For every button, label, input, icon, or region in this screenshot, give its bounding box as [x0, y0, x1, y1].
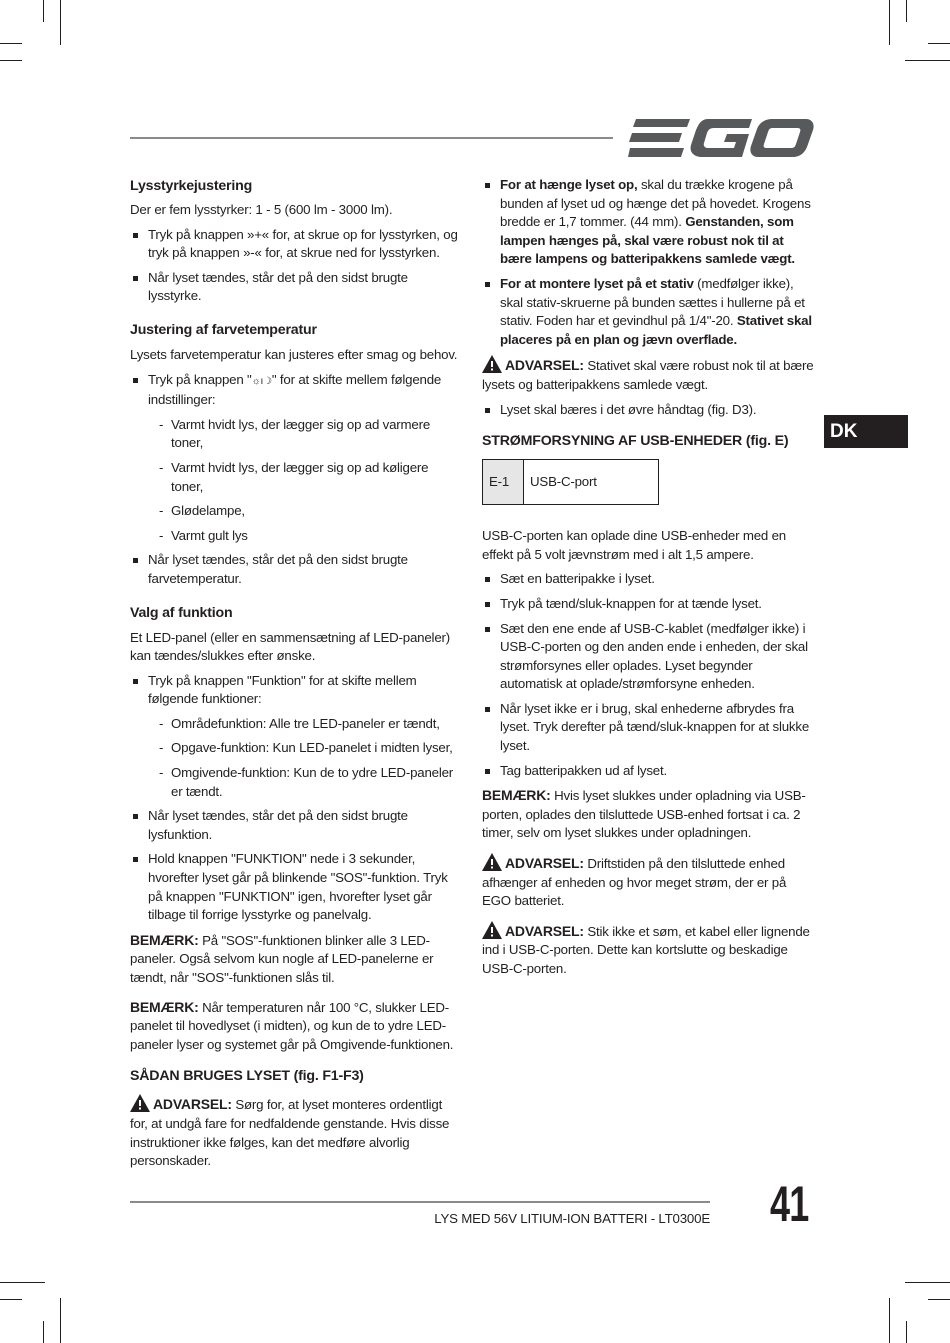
- crop-mark: [906, 1321, 907, 1343]
- dash-list: [148, 416, 460, 546]
- warning-icon: [130, 1094, 150, 1112]
- list-item: Tag batteripakken ud af lyset.: [482, 762, 816, 781]
- list-item: Tryk på tænd/sluk-knappen for at tænde lyset.: [482, 595, 816, 614]
- list-item: - Opgave-funktion: Kun LED-panelet i midten lyser,: [148, 739, 460, 758]
- paragraph: Lysets farvetemperatur kan justeres efter smag og behov.: [130, 346, 458, 362]
- dash-list: [148, 715, 460, 801]
- bold-text: Stativet skal placeres på en plan og jævn overflade.: [500, 313, 812, 347]
- language-tab: DK: [824, 415, 908, 448]
- warning-text: Sørg for, at lyset monteres ordentligt for, at undgå fare for nedfaldende genstande. Hvis disse instruktioner ikke følges, kan det medføre alvorlig personskader.: [130, 1097, 450, 1169]
- bullet-list: [130, 371, 460, 589]
- right-column: [482, 176, 816, 985]
- warning-text: Stik ikke et søm, et kabel eller lignende ind i USB-C-porten. Dette kan kortslutte og beskadige USB-C-porten.: [482, 923, 810, 976]
- bullet-list: [130, 226, 460, 306]
- text-span: " for at skifte mellem følgende indstillinger:: [148, 371, 442, 408]
- note-label: BEMÆRK:: [482, 787, 551, 804]
- list-item: [482, 176, 816, 269]
- table-cell-value: USB-C-port: [524, 460, 659, 505]
- paragraph: Der er fem lysstyrker: 1 - 5 (600 lm - 3000 lm).: [130, 202, 393, 217]
- bullet-list: [482, 176, 816, 349]
- table-row: [483, 460, 659, 505]
- warning-text: Driftstiden på den tilsluttede enhed afhænger af enheden og hvor meget strøm, der er på EGO batteriet.: [482, 856, 787, 909]
- list-item: Tryk på knappen »+« for, at skrue op for lysstyrken, og tryk på knappen »-« for, at skrue ned for lysstyrken.: [130, 226, 460, 263]
- list-item: Når lyset tændes, står det på den sidst brugte farvetemperatur.: [130, 551, 460, 588]
- paragraph: USB-C-porten kan oplade dine USB-enheder med en effekt på 5 volt jævnstrøm med i alt 1,5 ampere.: [482, 528, 786, 562]
- crop-mark: [43, 0, 44, 22]
- bold-text: For at hænge lyset op,: [500, 177, 638, 192]
- list-item: - Varmt hvidt lys, der lægger sig op ad varmere toner,: [148, 416, 460, 453]
- header-rule: [130, 137, 613, 139]
- warning: [482, 853, 816, 911]
- list-item: Sæt en batteripakke i lyset.: [482, 570, 816, 589]
- page-number: 41: [770, 1176, 809, 1232]
- warning: [482, 355, 816, 394]
- crop-mark: [905, 60, 950, 61]
- bold-text: Genstanden, som lampen hænges på, skal være robust nok til at bære lampens og batteripakkens samlede vægt.: [500, 214, 795, 267]
- note-text: På "SOS"-funktionen blinker alle 3 LED-paneler. Også selvom kun nogle af LED-panelerne er tændt, når "SOS"-funktionen slås til.: [130, 932, 434, 985]
- warning: [130, 1094, 460, 1170]
- bullet-list: [130, 672, 460, 925]
- note-label: BEMÆRK:: [130, 998, 199, 1015]
- note-text: Når temperaturen når 100 °C, slukker LED-panelet til hovedlyset (i midten), og kun de to ydre LED-paneler lyser og systemet går på Omgivende-funktionen.: [130, 999, 454, 1052]
- note: [482, 786, 816, 843]
- crop-mark: [0, 60, 22, 61]
- bullet-list: [482, 401, 816, 420]
- text-span: (medfølger ikke), skal stativ-skruerne på bunden sættes i hullerne på et stativ. Foden har et gevindhul på 1/4"-20.: [500, 275, 805, 329]
- section-heading: Lysstyrkejustering: [130, 178, 253, 194]
- warning-label: ADVARSEL:: [505, 855, 584, 872]
- text-span: Tryk på knappen "Funktion" for at skifte mellem følgende funktioner:: [148, 672, 417, 707]
- list-item: Lyset skal bæres i det øvre håndtag (fig. D3).: [482, 401, 816, 420]
- footer-rule: [130, 1201, 710, 1203]
- crop-mark: [906, 0, 907, 22]
- paragraph: Et LED-panel (eller en sammensætning af LED-paneler) kan tændes/slukkes efter ønske.: [130, 629, 450, 664]
- note: [130, 998, 460, 1055]
- section-heading: Valg af funktion: [130, 604, 233, 621]
- section-heading: STRØMFORSYNING AF USB-ENHEDER (fig. E): [482, 433, 789, 450]
- list-item: - Omgivende-funktion: Kun de to ydre LED-paneler er tændt.: [148, 764, 460, 801]
- text-span: Tryk på knappen ": [148, 371, 252, 387]
- section-heading: SÅDAN BRUGES LYSET (fig. F1-F3): [130, 1068, 364, 1085]
- crop-mark: [889, 0, 890, 45]
- list-item: [130, 672, 460, 802]
- warning-icon: [482, 853, 502, 871]
- list-item: - Varmt gult lys: [148, 527, 460, 546]
- text-span: skal du trække krogene på bunden af lyset ud og hænge det på hovedet. Krogens bredde er 1,7 tommer. (44 mm).: [500, 177, 811, 230]
- bold-text: For at montere lyset på et stativ: [500, 275, 694, 291]
- table-cell-key: E-1: [483, 460, 524, 505]
- warning-text: Stativet skal være robust nok til at bære lysets og batteripakkens samlede vægt.: [482, 358, 814, 392]
- crop-mark: [0, 43, 22, 44]
- crop-mark: [0, 1299, 22, 1300]
- list-item: Sæt den ene ende af USB-C-kablet (medfølger ikke) i USB-C-porten og den anden ende i enheden, der skal strømforsynes eller oplades. Lyset begynder automatisk at oplade/strømforsyne enheden.: [482, 620, 816, 694]
- warning-icon: [482, 355, 502, 373]
- ego-logo: [628, 117, 814, 159]
- list-item: - Områdefunktion: Alle tre LED-paneler er tændt,: [148, 715, 460, 734]
- crop-mark: [928, 43, 950, 44]
- crop-mark: [905, 1282, 950, 1283]
- bullet-list: [482, 570, 816, 780]
- note-label: BEMÆRK:: [130, 931, 199, 948]
- footer-product-name: LYS MED 56V LITIUM-ION BATTERI - LT0300E: [434, 1211, 710, 1226]
- list-item: Når lyset ikke er i brug, skal enhederne afbrydes fra lyset. Tryk derefter på tænd/sluk-knappen for at slukke lyset.: [482, 700, 816, 756]
- list-item: Hold knappen "FUNKTION" nede i 3 sekunder, hvorefter lyset går på blinkende "SOS"-funktion. Tryk på knappen "FUNKTION" igen, hvorefter lyset går tilbage til forrige lysstyrke og panelvalg.: [130, 850, 460, 924]
- crop-mark: [0, 1282, 45, 1283]
- warning-icon: [482, 921, 502, 939]
- crop-mark: [928, 1299, 950, 1300]
- list-item: [130, 371, 460, 546]
- warning-label: ADVARSEL:: [153, 1096, 232, 1113]
- list-item: - Varmt hvidt lys, der lægger sig op ad køligere toner,: [148, 459, 460, 496]
- crop-mark: [60, 0, 61, 45]
- usb-table: [482, 459, 659, 505]
- section-heading: Justering af farvetemperatur: [130, 321, 317, 338]
- list-item: Når lyset tændes, står det på den sidst brugte lysfunktion.: [130, 807, 460, 844]
- crop-mark: [60, 1298, 61, 1343]
- warning-label: ADVARSEL:: [505, 357, 584, 374]
- note-text: Hvis lyset slukkes under opladning via USB-porten, oplades den tilsluttede USB-enhed fortsat i ca. 2 timer, selv om lyset slukkes under opladningen.: [482, 788, 806, 841]
- list-item: - Glødelampe,: [148, 502, 460, 521]
- list-item: Når lyset tændes, står det på den sidst brugte lysstyrke.: [130, 269, 460, 306]
- warning: [482, 921, 816, 979]
- crop-mark: [889, 1298, 890, 1343]
- left-column: [130, 176, 460, 1177]
- crop-mark: [43, 1321, 44, 1343]
- color-temperature-symbol-icon: ☼ı☽: [251, 375, 272, 387]
- note: [130, 931, 460, 988]
- list-item: [482, 275, 816, 349]
- warning-label: ADVARSEL:: [505, 922, 584, 939]
